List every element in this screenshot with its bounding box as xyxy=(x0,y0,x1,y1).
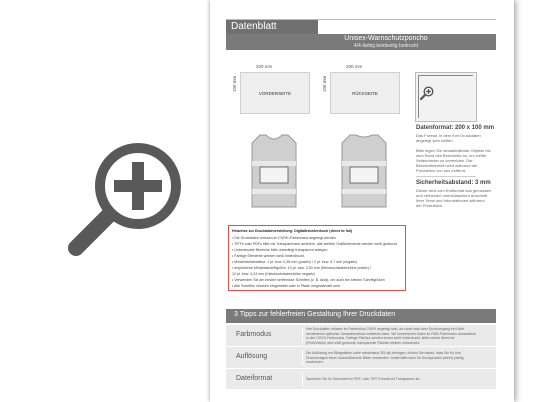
zoom-icon[interactable] xyxy=(52,120,202,270)
tip-label: Dateiformat xyxy=(236,375,273,382)
tip-text: erscheinen. xyxy=(306,360,324,364)
format-line: zum Rand des Beschnitts an, um weiße xyxy=(416,153,487,158)
format-line: Das Format, in dem Ihre Druckdaten xyxy=(416,133,481,138)
product-subtitle: 4/4-farbig beidseitig bedruckt xyxy=(353,43,419,49)
zoom-icon-small xyxy=(419,85,435,101)
safety-title: Sicherheitsabstand: 3 mm xyxy=(416,180,491,186)
back-width-label: 200 mm xyxy=(346,64,363,69)
note-line: • Verwenden Sie am besten serifenlose Schriften (z. B. Arial), um auch bei kleinen Schriftgrößen xyxy=(232,278,385,282)
tip-text: Speichern Sie Ihr Dokument im PDF- oder TIFF-Format mit Transparenz ab. xyxy=(306,377,421,381)
format-preview xyxy=(415,72,477,122)
print-notes-box xyxy=(228,225,406,291)
format-line: Seitenränder zu vermeiden. Der xyxy=(416,158,473,163)
back-panel xyxy=(330,72,400,114)
note-line: • empfohlene Mindestschriftgröße: 10 pt. bzw. 3,53 mm (Kleinbuchstabenhöhe positiv) / xyxy=(232,266,371,270)
divider xyxy=(302,328,303,343)
tip-row-dateiformat xyxy=(226,368,496,389)
safety-line: und verhindert unerwünschten Anschnitt xyxy=(416,193,488,198)
divider xyxy=(302,350,303,365)
safety-line: Dieser wird vom Endformat aus gemessen xyxy=(416,188,492,193)
tip-label: Auflösung xyxy=(236,353,268,360)
product-header xyxy=(226,34,496,50)
format-line: Bitte legen Sie randabfallende Objekte bis xyxy=(416,148,491,153)
format-line: Produktion von uns entfernt. xyxy=(416,168,467,173)
format-line: Beschnittbereich wird während der xyxy=(416,163,478,168)
vest-front-image xyxy=(246,133,302,211)
back-height-label: 100 mm xyxy=(322,75,327,92)
front-panel xyxy=(240,72,310,114)
note-line: • TIFFs oder PDFs bitte mit Transparenzen anliefern, alle weißen Grafikelemente werden weiß gedruckt. xyxy=(232,242,398,246)
tip-row-farbmodus xyxy=(226,324,496,346)
note-line: • Die Druckdaten müssen im CMYK-Farbmodus angelegt werden. xyxy=(232,236,337,240)
datasheet-page xyxy=(210,0,514,402)
safety-line: Ihrer Texte und Informationen während xyxy=(416,198,485,203)
note-line: • Alle Schriften müssen eingebettet oder in Pfade umgewandelt sein. xyxy=(232,284,341,288)
front-height-label: 100 mm xyxy=(232,75,237,92)
tips-title: 3 Tipps zur fehlerfreien Gestaltung Ihrer Druckdaten xyxy=(234,311,396,318)
note-line: 12 pt. bzw. 4,24 mm (Kleinbuchstabenhöhe negativ) xyxy=(232,272,315,276)
datasheet-title: Datenblatt xyxy=(231,21,277,32)
front-panel-label: VORDERSEITE xyxy=(258,91,292,96)
note-line: • Farbige Elemente werden weiß hinterdruckt. xyxy=(232,254,305,258)
tip-text: Die Auflösung von Bildgrafiken sollte mindestens 300 dpi betragen. Achten Sie darauf, dass Sie für Ihre xyxy=(306,351,461,355)
format-line: angelegt sein sollten. xyxy=(416,138,454,143)
product-title: Unisex-Warnschutzponcho xyxy=(344,35,428,42)
tip-text: in den CMYK-Farbmodus. Farbige Flächen werden immer weiß hinterdruckt, leider werde Bereiche xyxy=(306,336,455,340)
format-title: Datenformat: 200 x 100 mm xyxy=(416,125,495,131)
tip-text: Ihre Druckdaten müssen im Farbmodus CMYK angelegt sein, da sonst nach dem Druckvorgang ein Nicht xyxy=(306,327,465,331)
note-line: • Unbedruckte Bereiche bitte unbedingt transparent anlegen. xyxy=(232,248,329,252)
front-width-label: 200 mm xyxy=(256,64,273,69)
back-panel-label: RÜCKSEITE xyxy=(352,91,378,96)
datasheet-header xyxy=(226,20,318,34)
tip-text: Druckvorlagen keine hochauflösende Bilder verwenden. Andernfalls kann Ihr Druckprodukt (leicht) pixelig xyxy=(306,355,464,360)
note-line: • Mindeststrichstärke: 1 pt. bzw. 0,35 mm (positiv) / 2 pt. bzw. 0,7 mm (negativ) xyxy=(232,260,358,264)
notes-title: Hinweise zur Druckdatenerstellung: Digitaltransferdruck (direct to foil) xyxy=(232,229,353,233)
divider xyxy=(302,372,303,387)
tip-row-aufloesung xyxy=(226,346,496,368)
tip-text: (Pixel/Vektor) wird weiß gedruckt, transparente Flächen bleiben unbedruckt. xyxy=(306,340,420,345)
tips-header xyxy=(226,309,496,323)
tip-label: Farbmodus xyxy=(236,331,272,338)
tip-text: vermiedener optischer Gesamteindruck entstehen kann. Wir konvertieren Daten im RGB-Farbmodus automatisch xyxy=(306,331,477,336)
vest-back-image xyxy=(336,133,392,211)
safety-line: der Produktion. xyxy=(416,203,444,208)
divider xyxy=(416,176,476,177)
